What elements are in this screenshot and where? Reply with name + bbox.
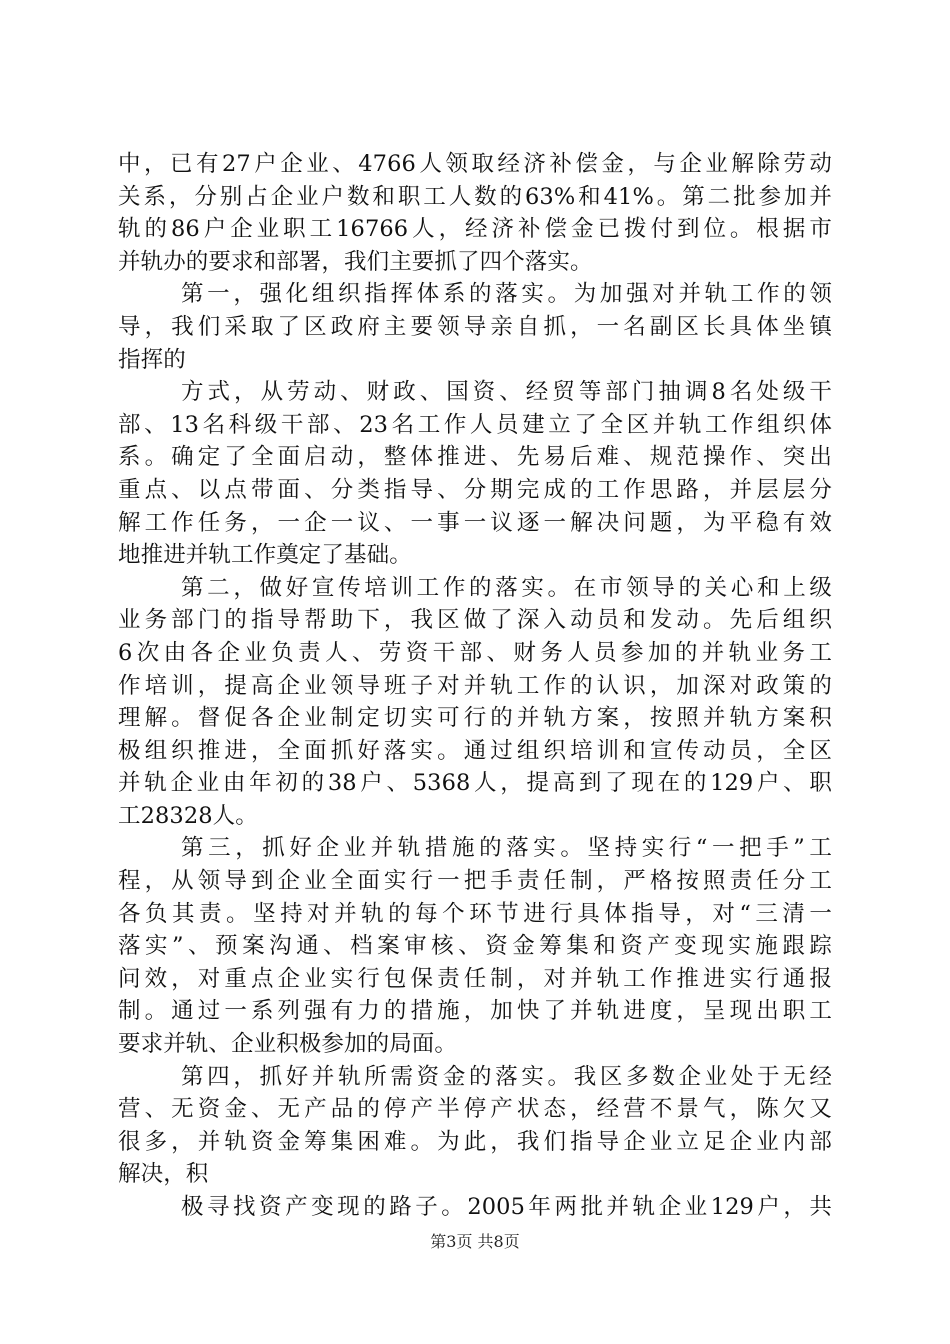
text-line: 制。通过一系列强有力的措施，加快了并轨进度，呈现出职工	[118, 998, 832, 1025]
text-line: 解决，积	[118, 1161, 209, 1188]
text-line: 方式，从劳动、财政、国资、经贸等部门抽调8名处级干	[181, 379, 832, 406]
text-line: 部、13名科级干部、23名工作人员建立了全区并轨工作组织体	[118, 411, 832, 438]
text-line: 极寻找资产变现的路子。2005年两批并轨企业129户，共	[181, 1194, 832, 1220]
text-line: 6次由各企业负责人、劳资干部、财务人员参加的并轨业务工	[118, 639, 832, 666]
text-line: 各负其责。坚持对并轨的每个环节进行具体指导，对“三清一	[118, 900, 832, 927]
text-line: 地推进并轨工作奠定了基础。	[118, 542, 412, 569]
text-line: 并轨办的要求和部署，我们主要抓了四个落实。	[118, 248, 593, 275]
text-line: 理解。督促各企业制定切实可行的并轨方案，按照并轨方案积	[118, 705, 832, 732]
text-line: 轨的86户企业职工16766人，经济补偿金已拨付到位。根据市	[118, 216, 832, 243]
text-line: 作培训，提高企业领导班子对并轨工作的认识，加深对政策的	[118, 672, 832, 699]
text-line: 程，从领导到企业全面实行一把手责任制，严格按照责任分工	[118, 868, 832, 895]
text-line: 导，我们采取了区政府主要领导亲自抓，一名副区长具体坐镇	[118, 313, 832, 340]
text-line: 并轨企业由年初的38户、5368人，提高到了现在的129户、职	[118, 770, 832, 797]
text-line: 关系，分别占企业户数和职工人数的63%和41%。第二批参加并	[118, 183, 832, 210]
text-line: 要求并轨、企业积极参加的局面。	[118, 1031, 458, 1058]
text-line: 落实”、预案沟通、档案审核、资金筹集和资产变现实施跟踪	[118, 933, 832, 960]
text-line: 很多，并轨资金筹集困难。为此，我们指导企业立足企业内部	[118, 1128, 832, 1155]
text-line: 第四，抓好并轨所需资金的落实。我区多数企业处于无经	[181, 1063, 832, 1090]
text-line: 极组织推进，全面抓好落实。通过组织培训和宣传动员，全区	[118, 737, 832, 764]
text-line: 工28328人。	[118, 802, 258, 829]
text-line: 第三，抓好企业并轨措施的落实。坚持实行“一把手”工	[181, 835, 832, 862]
text-line: 重点、以点带面、分类指导、分期完成的工作思路，并层层分	[118, 476, 832, 503]
text-line: 系。确定了全面启动，整体推进、先易后难、规范操作、突出	[118, 444, 832, 471]
text-line: 问效，对重点企业实行包保责任制，对并轨工作推进实行通报	[118, 965, 832, 992]
page-footer: 第3页 共8页	[430, 1232, 520, 1251]
document-body	[118, 148, 832, 1224]
text-line: 第二，做好宣传培训工作的落实。在市领导的关心和上级	[181, 574, 832, 601]
text-line: 业务部门的指导帮助下，我区做了深入动员和发动。先后组织	[118, 607, 832, 634]
text-line: 第一，强化组织指挥体系的落实。为加强对并轨工作的领	[181, 281, 832, 308]
text-line: 指挥的	[118, 346, 186, 373]
text-line: 营、无资金、无产品的停产半停产状态，经营不景气，陈欠又	[118, 1096, 832, 1123]
text-line: 中，已有27户企业、4766人领取经济补偿金，与企业解除劳动	[118, 151, 832, 177]
text-line: 解工作任务，一企一议、一事一议逐一解决问题，为平稳有效	[118, 509, 832, 536]
